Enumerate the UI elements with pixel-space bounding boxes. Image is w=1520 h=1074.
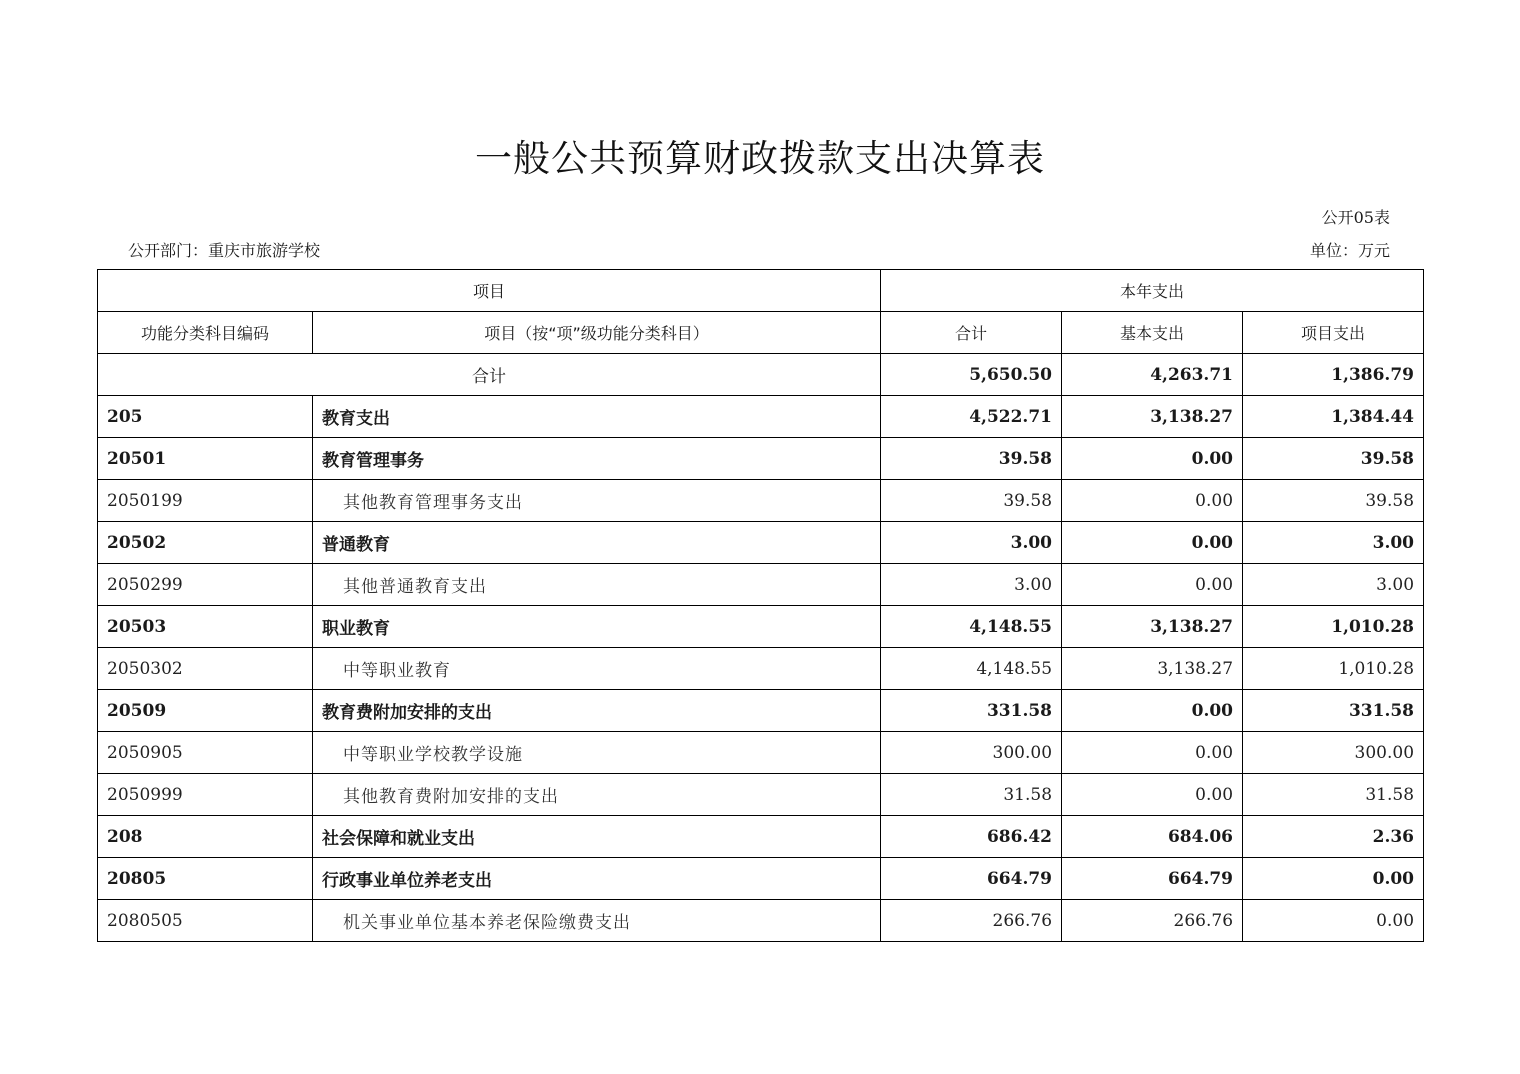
row-code: 2050302	[98, 648, 313, 690]
expenditure-table	[97, 269, 1424, 942]
row-basic: 3,138.27	[1062, 606, 1243, 648]
row-basic: 3,138.27	[1062, 396, 1243, 438]
department-label: 公开部门：重庆市旅游学校	[128, 241, 321, 260]
row-total: 331.58	[881, 690, 1062, 732]
row-code: 2080505	[98, 900, 313, 942]
table-row	[98, 564, 1424, 606]
row-basic: 0.00	[1062, 564, 1243, 606]
row-code: 20501	[98, 438, 313, 480]
header-row-1	[98, 270, 1424, 312]
row-project: 300.00	[1243, 732, 1424, 774]
row-name: 其他教育费附加安排的支出	[313, 774, 881, 816]
table-row	[98, 732, 1424, 774]
header-basic: 基本支出	[1062, 312, 1243, 354]
row-total: 4,148.55	[881, 606, 1062, 648]
row-project: 0.00	[1243, 900, 1424, 942]
row-project: 3.00	[1243, 564, 1424, 606]
row-name: 行政事业单位养老支出	[313, 858, 881, 900]
table-row	[98, 900, 1424, 942]
table-row	[98, 774, 1424, 816]
table-row	[98, 858, 1424, 900]
row-name: 其他教育管理事务支出	[313, 480, 881, 522]
row-basic: 0.00	[1062, 690, 1243, 732]
row-total: 4,522.71	[881, 396, 1062, 438]
row-code: 20805	[98, 858, 313, 900]
row-project: 1,010.28	[1243, 606, 1424, 648]
row-code: 208	[98, 816, 313, 858]
row-basic: 0.00	[1062, 522, 1243, 564]
row-code: 2050199	[98, 480, 313, 522]
row-basic: 0.00	[1062, 774, 1243, 816]
table-row	[98, 396, 1424, 438]
row-project: 1,384.44	[1243, 396, 1424, 438]
row-basic: 0.00	[1062, 480, 1243, 522]
row-code: 20509	[98, 690, 313, 732]
total-row-project: 1,386.79	[1243, 354, 1424, 396]
row-name: 机关事业单位基本养老保险缴费支出	[313, 900, 881, 942]
table-row	[98, 606, 1424, 648]
header-total: 合计	[881, 312, 1062, 354]
row-code: 205	[98, 396, 313, 438]
row-code: 2050299	[98, 564, 313, 606]
row-project: 2.36	[1243, 816, 1424, 858]
row-project: 1,010.28	[1243, 648, 1424, 690]
header-item: 项目	[98, 270, 881, 312]
total-row-basic: 4,263.71	[1062, 354, 1243, 396]
row-name: 中等职业教育	[313, 648, 881, 690]
row-code: 2050999	[98, 774, 313, 816]
header-current-year: 本年支出	[881, 270, 1424, 312]
row-basic: 3,138.27	[1062, 648, 1243, 690]
row-basic: 266.76	[1062, 900, 1243, 942]
row-basic: 684.06	[1062, 816, 1243, 858]
table-row	[98, 438, 1424, 480]
unit-label: 单位：万元	[1309, 241, 1390, 260]
row-project: 31.58	[1243, 774, 1424, 816]
row-code: 20502	[98, 522, 313, 564]
row-name: 教育管理事务	[313, 438, 881, 480]
row-total: 664.79	[881, 858, 1062, 900]
row-total: 31.58	[881, 774, 1062, 816]
row-total: 300.00	[881, 732, 1062, 774]
row-name: 教育费附加安排的支出	[313, 690, 881, 732]
table-row	[98, 480, 1424, 522]
row-total: 4,148.55	[881, 648, 1062, 690]
row-name: 中等职业学校教学设施	[313, 732, 881, 774]
row-total: 266.76	[881, 900, 1062, 942]
form-number: 公开05表	[1321, 208, 1390, 227]
table-row	[98, 690, 1424, 732]
total-row-total: 5,650.50	[881, 354, 1062, 396]
row-basic: 0.00	[1062, 438, 1243, 480]
row-project: 3.00	[1243, 522, 1424, 564]
row-total: 39.58	[881, 480, 1062, 522]
table-row	[98, 648, 1424, 690]
row-code: 2050905	[98, 732, 313, 774]
row-name: 普通教育	[313, 522, 881, 564]
row-project: 39.58	[1243, 480, 1424, 522]
table-row	[98, 522, 1424, 564]
row-name: 职业教育	[313, 606, 881, 648]
row-project: 331.58	[1243, 690, 1424, 732]
header-item-detail: 项目（按“项”级功能分类科目）	[313, 312, 881, 354]
total-row-label: 合计	[98, 354, 881, 396]
table-row	[98, 816, 1424, 858]
row-basic: 0.00	[1062, 732, 1243, 774]
row-total: 3.00	[881, 522, 1062, 564]
row-project: 0.00	[1243, 858, 1424, 900]
row-project: 39.58	[1243, 438, 1424, 480]
row-total: 39.58	[881, 438, 1062, 480]
row-name: 其他普通教育支出	[313, 564, 881, 606]
row-name: 社会保障和就业支出	[313, 816, 881, 858]
row-total: 3.00	[881, 564, 1062, 606]
row-name: 教育支出	[313, 396, 881, 438]
header-code: 功能分类科目编码	[98, 312, 313, 354]
header-row-2	[98, 312, 1424, 354]
header-project: 项目支出	[1243, 312, 1424, 354]
row-basic: 664.79	[1062, 858, 1243, 900]
row-total: 686.42	[881, 816, 1062, 858]
total-row	[98, 354, 1424, 396]
page-title: 一般公共预算财政拨款支出决算表	[475, 137, 1045, 180]
row-code: 20503	[98, 606, 313, 648]
